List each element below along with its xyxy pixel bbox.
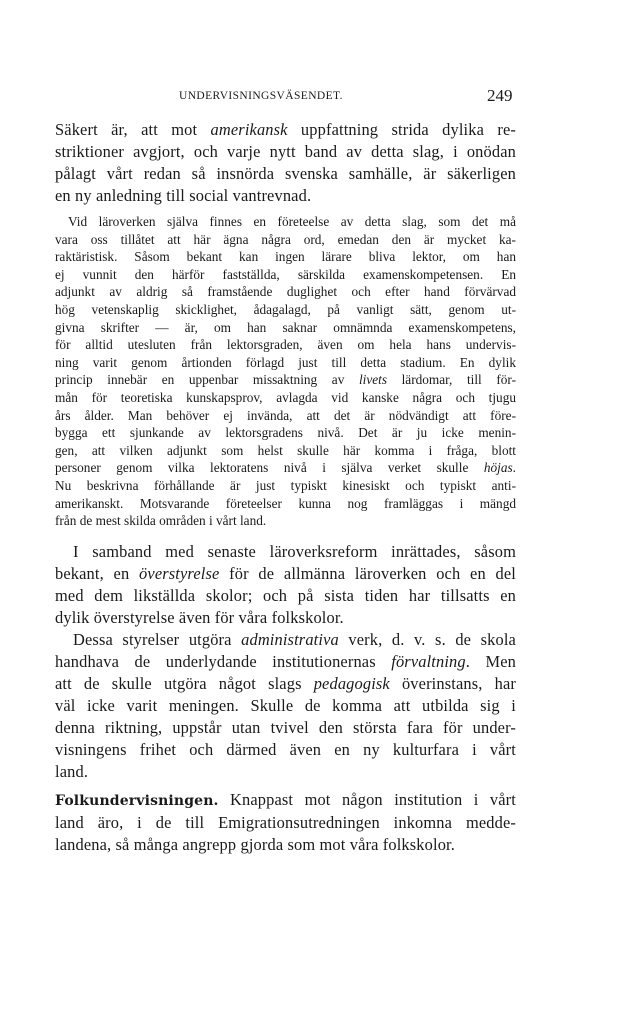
text-line: givna skrifter — är, om han saknar omnämnda examenskompetens, bbox=[55, 319, 516, 335]
text-line: Folkundervisningen. Knappast mot någon institution i vårt bbox=[55, 790, 516, 809]
running-head bbox=[0, 88, 632, 108]
text-line: hög vetenskaplig skicklighet, ådagalagd, på vanligt sätt, genom ut- bbox=[55, 301, 516, 317]
text-line: striktioner avgjort, och varje nytt band av detta slag, i onödan bbox=[55, 142, 516, 161]
note-paragraph bbox=[55, 213, 516, 530]
emphasis: höjas bbox=[483, 460, 513, 476]
text-line: Säkert är, att mot amerikansk uppfattning strida dylika re- bbox=[55, 120, 516, 139]
text-line: adjunkt av aldrig så framstående duglighet och efter hand förvärvad bbox=[55, 284, 516, 300]
text-line: I samband med senaste läroverksreform inrättades, såsom bbox=[73, 542, 516, 561]
text-line: vara oss tillåtet att här ägna några ord, emedan den är mycket ka- bbox=[55, 231, 516, 247]
text-line: Nu beskrivna förhållande är just typiskt kinesiskt och typiskt anti- bbox=[55, 477, 516, 493]
paragraph-3 bbox=[55, 629, 516, 783]
text-line: gen, att vilken adjunkt som helst skulle här komma i fråga, blott bbox=[55, 442, 516, 458]
emphasis: amerikansk bbox=[210, 120, 288, 139]
paragraph-1 bbox=[55, 119, 516, 207]
text-line: land äro, i de till Emigrationsutredningen inkomna medde- bbox=[55, 813, 516, 832]
text-line: personer genom vilka lektoratens nivå i själva verket skulle höjas. bbox=[55, 460, 516, 476]
running-head-title: UNDERVISNINGSVÄSENDET. bbox=[179, 90, 343, 102]
text-line: bygga ett sjunkande av lektorsgradens nivå. Det är ju icke menin- bbox=[55, 425, 516, 441]
text-line: handhava de underlydande institutionernas förvaltning. Men bbox=[55, 652, 516, 671]
paragraph-2 bbox=[55, 541, 516, 629]
text-line: ning varit genom årtionden förlagd just till detta stadium. En dylik bbox=[55, 354, 516, 370]
text-line: från de mest skilda områden i vårt land. bbox=[55, 513, 267, 529]
text-line: bekant, en överstyrelse för de allmänna läroverken och en del bbox=[55, 564, 516, 583]
text-line: ej vunnit den härför fastställda, särskilda examenskompetensen. En bbox=[55, 266, 516, 282]
section-heading: Folkundervisningen. bbox=[55, 793, 219, 809]
text-line: års ålder. Man behöver ej invända, att det är nödvändigt att före- bbox=[55, 407, 516, 423]
text-line: pålagt vårt redan så insnörda svenska samhälle, är säkerligen bbox=[55, 164, 516, 183]
emphasis: överstyrelse bbox=[139, 564, 220, 583]
text-line: väl icke varit meningen. Skulle de komma att utbilda sig i bbox=[55, 696, 516, 715]
emphasis: pedagogisk bbox=[313, 674, 390, 693]
text-line: för alltid utesluten från lektorsgraden, även om hela hans undervis- bbox=[55, 337, 516, 353]
emphasis: förvaltning bbox=[391, 652, 466, 671]
paragraph-4 bbox=[55, 789, 516, 856]
text-line: Dessa styrelser utgöra administrativa verk, d. v. s. de skola bbox=[73, 630, 516, 649]
text-line: denna riktning, uppstår utan tvivel den största fara för under- bbox=[55, 718, 516, 737]
emphasis: administrativa bbox=[241, 630, 339, 649]
text-line: princip innebär en uppenbar missaktning av livets lärdomar, till för- bbox=[55, 372, 517, 388]
text-line: att de skulle utgöra något slags pedagogisk överinstans, har bbox=[55, 674, 516, 693]
emphasis: livets bbox=[358, 372, 387, 388]
text-line: dylik överstyrelse även för våra folkskolor. bbox=[55, 608, 344, 627]
text-line: amerikanskt. Motsvarande företeelser kunna nog framläggas i mängd bbox=[55, 495, 516, 511]
text-line: land. bbox=[55, 762, 89, 781]
text-line: Vid läroverken själva finnes en företeelse av detta slag, som det må bbox=[68, 214, 516, 229]
text-line: landena, så många angrepp gjorda som mot våra folkskolor. bbox=[55, 835, 455, 854]
page-number: 249 bbox=[487, 86, 513, 105]
text-line: visningens frihet och därmed även en ny kulturfara i vårt bbox=[55, 740, 516, 759]
text-line: med dem likställda skolor; och på sista tiden har tillsatts en bbox=[55, 586, 516, 605]
text-line: raktäristisk. Såsom bekant kan ingen lärare bliva lektor, om han bbox=[55, 249, 516, 265]
text-line: mån för teoretiska kunskapsprov, avlagda vid kanske några och tjugu bbox=[55, 389, 516, 405]
text-line: en ny anledning till social vantrevnad. bbox=[55, 186, 312, 205]
